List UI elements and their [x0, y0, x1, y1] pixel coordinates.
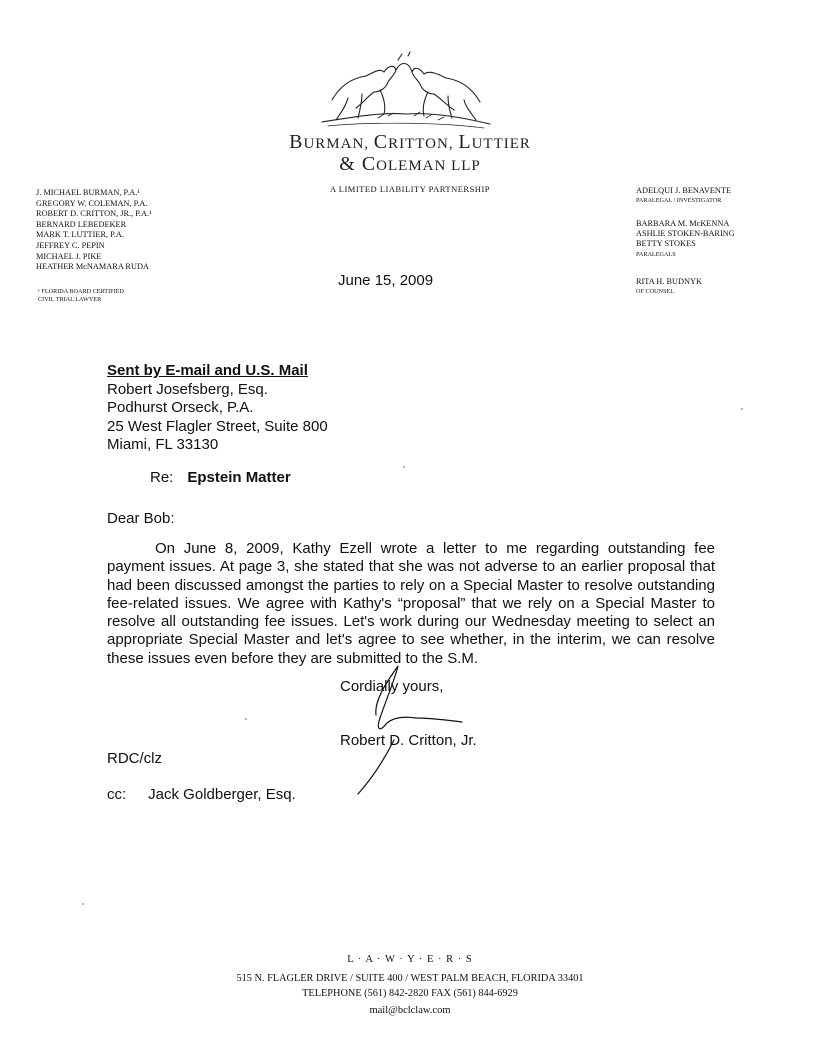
- staff-name: BETTY STOKES: [636, 239, 696, 249]
- recipient-block: [107, 362, 328, 455]
- typist-initials: RDC/clz: [107, 750, 162, 767]
- staff-group-counsel: [636, 277, 702, 297]
- scan-speck: [82, 903, 84, 905]
- certification-line: CIVIL TRIAL LAWYER: [38, 296, 102, 303]
- cc-label: cc:: [107, 786, 127, 803]
- recipient-line: Miami, FL 33130: [107, 436, 219, 453]
- scan-speck: [245, 718, 247, 720]
- recipient-line: 25 West Flagler Street, Suite 800: [107, 417, 328, 435]
- staff-role: PARALEGAL / INVESTIGATOR: [636, 197, 722, 205]
- firm-subtitle: A LIMITED LIABILITY PARTNERSHIP: [329, 184, 491, 194]
- signer-name: Robert D. Critton, Jr.: [340, 732, 477, 749]
- recipient-line: Robert Josefsberg, Esq.: [107, 380, 268, 398]
- letter-date: June 15, 2009: [338, 272, 434, 289]
- firm-name-smallcaps: URMAN,: [303, 136, 374, 152]
- firm-name-cap: C: [361, 153, 377, 175]
- letter-body: On June 8, 2009, Kathy Ezell wrote a letter to me regarding outstanding fee payment issues. At page 3, she stated that she was not adverse to an earlier proposal that had been discussed amongst the parties to rely on a Special Master to resolve outstanding fee-related issues. We agree with Kathy's “proposal” that we rely on a Special Master to resolve all outstanding fee issues. Let's work during our Wednesday meeting to select an appropriate Special Master and let's agree to see whether, in the interim, we can resolve these issues even before they are submitted to the S.M.: [107, 540, 715, 667]
- footer-address: 515 N. FLAGLER DRIVE / SUITE 400 / WEST PALM BEACH, FLORIDA 33401: [236, 973, 584, 984]
- partner-name: HEATHER McNAMARA RUDA: [36, 262, 149, 272]
- firm-logo-icon: [318, 48, 494, 134]
- firm-name-smallcaps: RITTON,: [388, 136, 459, 152]
- firm-name-ampersand: &: [339, 153, 362, 175]
- recipient-line: Podhurst Orseck, P.A.: [107, 399, 254, 416]
- salutation: Dear Bob:: [107, 510, 175, 527]
- partner-name: GREGORY W. COLEMAN, P.A.: [36, 198, 148, 208]
- partner-name: MICHAEL J. PIKE: [36, 251, 102, 261]
- firm-name-smallcaps: UTTIER: [471, 136, 531, 152]
- partner-name: ROBERT D. CRITTON, JR., P.A.¹: [36, 209, 152, 219]
- certification-line: ¹ FLORIDA BOARD CERTIFIED: [38, 288, 124, 295]
- staff-role: PARALEGALS: [636, 250, 676, 258]
- certification-note: [38, 288, 124, 304]
- closing: Cordially yours,: [340, 678, 444, 695]
- subject-line: [150, 469, 291, 486]
- staff-group-paralegals: [636, 219, 735, 260]
- footer-phone: TELEPHONE (561) 842-2820 FAX (561) 844-6929: [302, 988, 518, 999]
- staff-name: ASHLIE STOKEN-BARING: [636, 229, 735, 239]
- staff-name: RITA H. BUDNYK: [636, 277, 702, 286]
- firm-name-cap: L: [458, 131, 472, 153]
- staff-group-investigator: [636, 186, 731, 206]
- staff-name: ADELQUI J. BENAVENTE: [636, 186, 732, 195]
- cc-line: [107, 786, 296, 803]
- footer-email: mail@bclclaw.com: [369, 1005, 451, 1016]
- footer-tagline: L · A · W · Y · E · R · S: [347, 954, 473, 965]
- firm-name-line-2: [200, 153, 620, 176]
- scan-speck: [403, 466, 405, 468]
- firm-name-line-1: [200, 131, 620, 154]
- scan-speck: [741, 408, 743, 410]
- firm-name-cap: C: [373, 131, 389, 153]
- subject-text: Epstein Matter: [187, 469, 291, 486]
- staff-role: OF COUNSEL: [636, 288, 674, 296]
- subject-label: Re:: [150, 469, 174, 486]
- firm-name-cap: B: [289, 131, 304, 153]
- partner-name: BERNARD LEBEDEKER: [36, 219, 127, 229]
- partner-name: MARK T. LUTTIER, P.A.: [36, 230, 124, 240]
- firm-name-smallcaps: OLEMAN LLP: [376, 158, 481, 174]
- staff-name: BARBARA M. McKENNA: [636, 219, 730, 228]
- delivery-method: Sent by E-mail and U.S. Mail: [107, 362, 308, 379]
- cc-recipient: Jack Goldberger, Esq.: [148, 786, 296, 803]
- partner-name: J. MICHAEL BURMAN, P.A.¹: [36, 188, 140, 197]
- partner-name: JEFFREY C. PEPIN: [36, 240, 105, 250]
- partners-list: [36, 188, 152, 273]
